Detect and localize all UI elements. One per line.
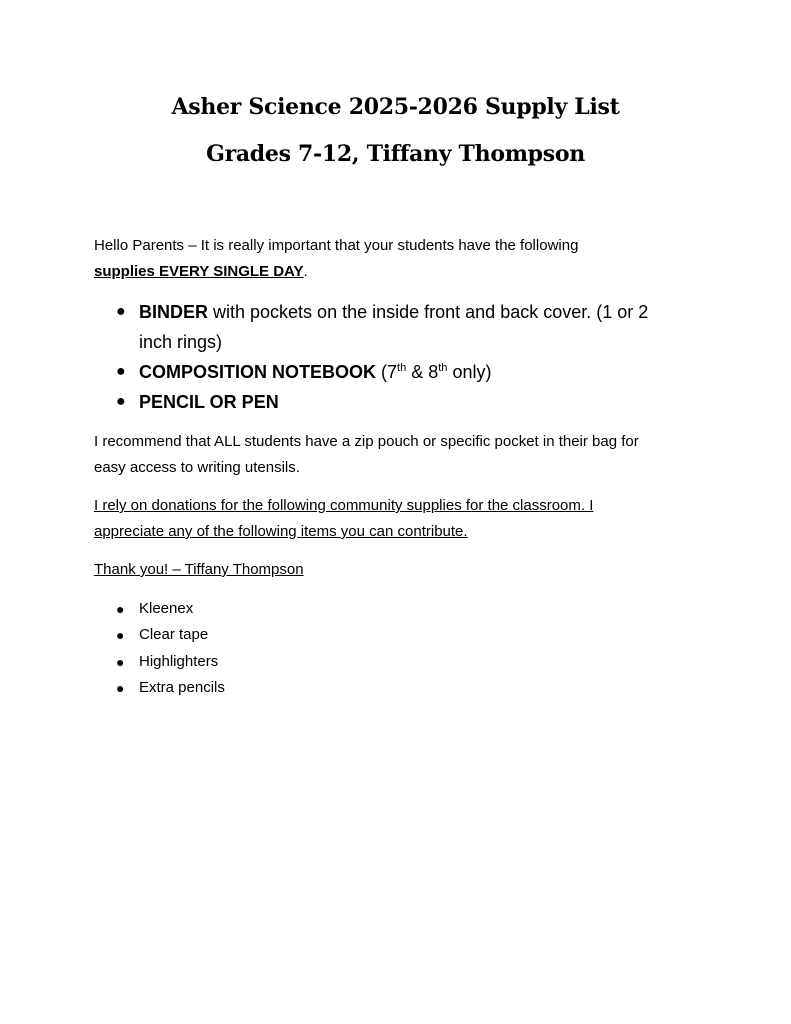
bullet-icon: ● bbox=[116, 679, 125, 696]
supplies-emphasis: supplies EVERY SINGLE DAY bbox=[94, 263, 304, 280]
required-supplies-list bbox=[94, 297, 714, 417]
list-item-notebook bbox=[94, 357, 714, 387]
bullet-icon: ● bbox=[116, 363, 126, 380]
intro-line: Hello Parents – It is really important that your students have the following bbox=[94, 237, 579, 254]
notebook-detail-close: only) bbox=[447, 362, 492, 382]
list-item-pencil bbox=[94, 387, 714, 417]
list-item-binder bbox=[94, 297, 714, 357]
donations-paragraph bbox=[94, 493, 714, 545]
bullet-icon: ● bbox=[116, 653, 125, 670]
intro-paragraph bbox=[94, 233, 714, 285]
recommendation-paragraph bbox=[94, 429, 714, 481]
supply-item-label: Extra pencils bbox=[139, 678, 225, 696]
notebook-detail-and: & 8 bbox=[406, 362, 439, 382]
recommendation-line-1: I recommend that ALL students have a zip pouch or specific pocket in their bag for bbox=[94, 433, 639, 450]
bullet-icon: ● bbox=[116, 303, 126, 320]
supply-item-label: Kleenex bbox=[139, 600, 194, 617]
grade-7-superscript: th bbox=[397, 362, 407, 374]
document-title: Asher Science 2025-2026 Supply List bbox=[171, 94, 620, 120]
binder-detail: with pockets on the inside front and back cover. (1 or 2 bbox=[208, 302, 649, 322]
recommendation-line-2: easy access to writing utensils. bbox=[94, 459, 300, 476]
binder-label: BINDER bbox=[139, 302, 209, 322]
bullet-icon: ● bbox=[116, 601, 125, 617]
community-supplies-list bbox=[94, 596, 714, 701]
binder-detail-continued: inch rings) bbox=[139, 332, 223, 352]
notebook-label: COMPOSITION NOTEBOOK bbox=[139, 362, 377, 382]
list-item bbox=[94, 622, 714, 648]
bullet-icon: ● bbox=[116, 393, 126, 410]
list-item bbox=[94, 596, 714, 622]
donations-line-1: I rely on donations for the following community supplies for the classroom. I bbox=[94, 497, 594, 514]
list-item bbox=[94, 649, 714, 675]
supply-item-label: Clear tape bbox=[139, 626, 209, 644]
bullet-icon: ● bbox=[116, 627, 125, 644]
pencil-label: PENCIL OR PEN bbox=[139, 392, 279, 412]
notebook-detail-open: (7 bbox=[376, 362, 398, 382]
donations-line-2: appreciate any of the following items you can contribute. bbox=[94, 523, 468, 540]
intro-period: . bbox=[303, 263, 308, 280]
document-subtitle: Grades 7-12, Tiffany Thompson bbox=[206, 141, 585, 167]
list-item bbox=[94, 675, 714, 701]
grade-8-superscript: th bbox=[438, 362, 448, 374]
supply-item-label: Highlighters bbox=[139, 652, 219, 670]
thank-you-line: Thank you! – Tiffany Thompson bbox=[94, 561, 304, 578]
